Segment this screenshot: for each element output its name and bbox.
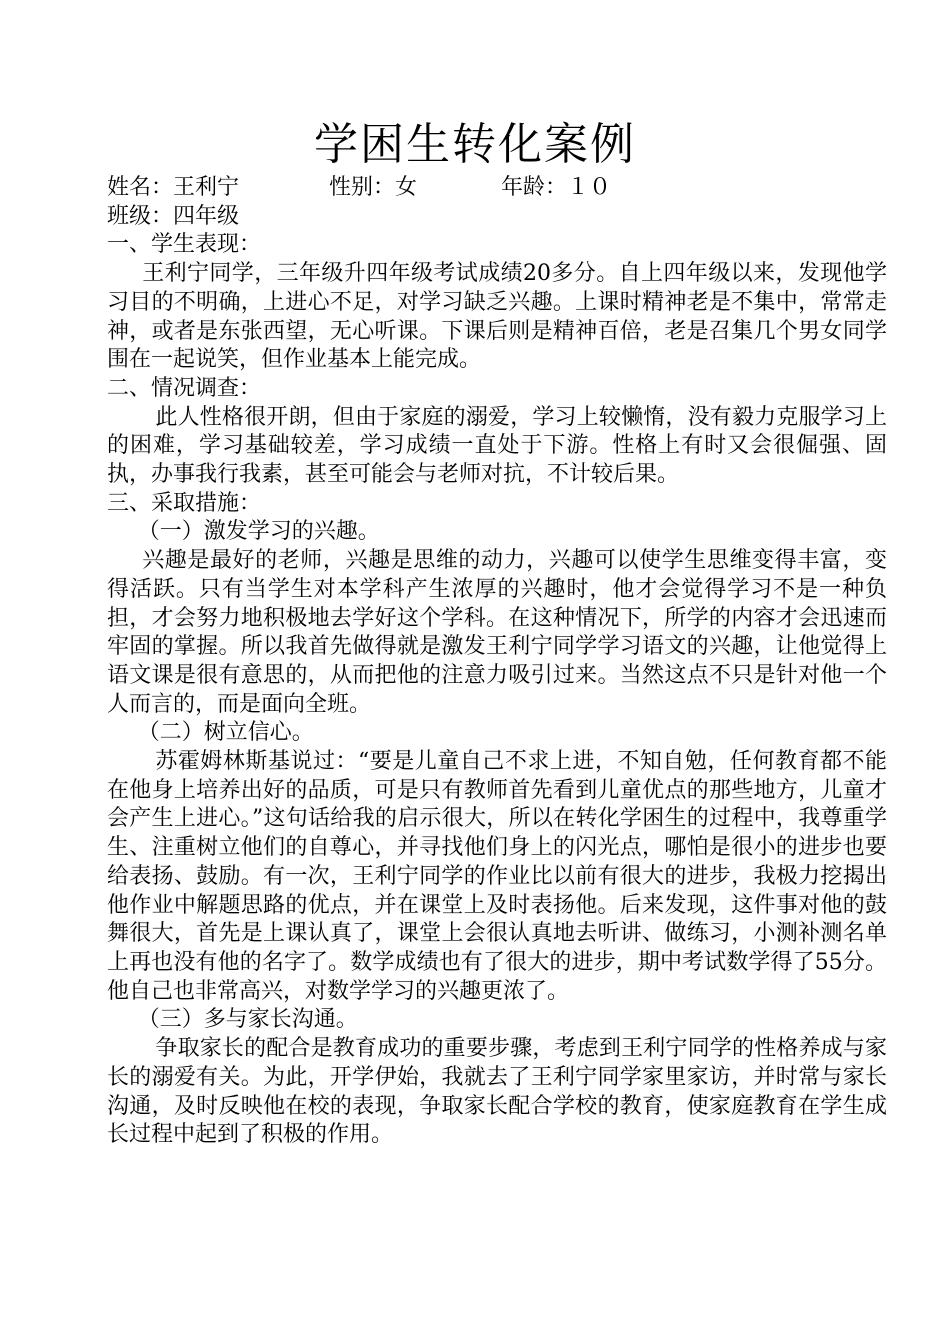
section-heading-measures: 三、采取措施： [107, 490, 262, 516]
student-name: 姓名：王利宁 [107, 175, 240, 200]
student-info-row [107, 174, 887, 203]
measure-heading-confidence: （二）树立信心。 [137, 720, 314, 746]
paragraph-parents: 争取家长的配合是教育成功的重要步骤，考虑到王利宁同学的性格养成与家长的溺爱有关。为此，开学伊始，我就去了王利宁同学家里家访，并时常与家长沟通，及时反映他在校的表现，争取家长配合学校的教育，使家庭教育在学生成长过程中起到了积极的作用。 [107, 1036, 887, 1148]
measure-heading-parents: （三）多与家长沟通。 [137, 1007, 358, 1033]
section-heading-investigation: 二、情况调查： [107, 375, 262, 401]
document-body [107, 174, 887, 1150]
student-age: 年龄：１０ [501, 175, 612, 200]
student-gender: 性别：女 [329, 175, 418, 200]
paragraph-investigation: 此人性格很开朗，但由于家庭的溺爱，学习上较懒惰，没有毅力克服学习上的困难，学习基础较差，学习成绩一直处于下游。性格上有时又会很倔强、固执，办事我行我素，甚至可能会与老师对抗，不计较后果。 [107, 404, 887, 488]
document-title: 学困生转化案例 [314, 119, 636, 170]
measure-heading-interest: （一）激发学习的兴趣。 [137, 519, 380, 545]
paragraph-confidence: 苏霍姆林斯基说过：“要是儿童自己不求上进，不知自勉，任何教育都不能在他身上培养出好的品质，可是只有教师首先看到儿童优点的那些地方，儿童才会产生上进心。”这句话给我的启示很大，所以在转化学困生的过程中，我尊重学生、注重树立他们的自尊心，并寻找他们身上的闪光点，哪怕是很小的进步也要给表扬、鼓励。有一次，王利宁同学的作业比以前有很大的进步，我极力挖揭出他作业中解题思路的优点，并在课堂上及时表扬他。后来发现，这件事对他的鼓舞很大，首先是上课认真了，课堂上会很认真地去听讲、做练习，小测补测名单上再也没有他的名字了。数学成绩也有了很大的进步，期中考试数学得了55分。他自己也非常高兴，对数学学习的兴趣更浓了。 [107, 749, 887, 1004]
student-class: 班级：四年级 [107, 203, 240, 229]
paragraph-interest: 兴趣是最好的老师，兴趣是思维的动力，兴趣可以使学生思维变得丰富，变得活跃。只有当学生对本学科产生浓厚的兴趣时，他才会觉得学习不是一种负担，才会努力地积极地去学好这个学科。在这种情况下，所学的内容才会迅速而牢固的掌握。所以我首先做得就是激发王利宁同学学习语文的兴趣，让他觉得上语文课是很有意思的，从而把他的注意力吸引过来。当然这点不只是针对他一个人而言的，而是面向全班。 [107, 548, 887, 717]
paragraph-performance: 王利宁同学，三年级升四年级考试成绩20多分。自上四年级以来，发现他学习目的不明确，上进心不足，对学习缺乏兴趣。上课时精神老是不集中，常常走神，或者是东张西望，无心听课。下课后则是精神百倍，老是召集几个男女同学围在一起说笑，但作业基本上能完成。 [107, 261, 887, 373]
section-heading-performance: 一、学生表现： [107, 232, 262, 258]
